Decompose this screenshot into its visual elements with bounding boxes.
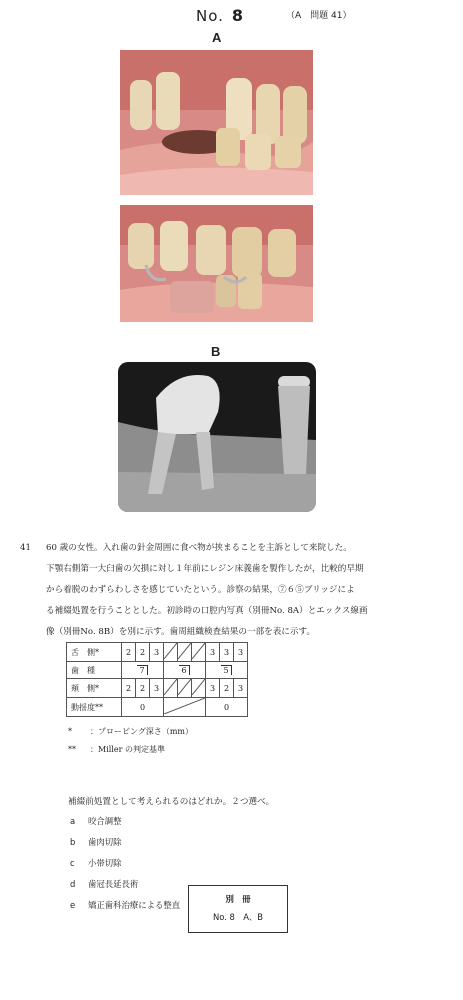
note-text: ：Miller の判定基準 xyxy=(90,745,165,754)
table-cell: 3 xyxy=(150,679,164,698)
table-cell-missing xyxy=(192,643,206,662)
option-b[interactable] xyxy=(70,836,122,848)
problem-number-value: 8 xyxy=(231,6,245,25)
note-text: ：プロービング深さ（mm） xyxy=(90,727,194,736)
question-line: 像（別冊No. 8B）を別に示す。歯周組織検査結果の一部を表に示す。 xyxy=(46,627,316,637)
row-label-mobility: 動揺度** xyxy=(67,698,122,717)
table-cell: 3 xyxy=(234,679,248,698)
table-row-tooth xyxy=(67,662,248,679)
table-cell: 3 xyxy=(150,643,164,662)
table-row-buccal xyxy=(67,679,248,698)
option-key: d xyxy=(70,879,76,889)
option-key: b xyxy=(70,837,76,847)
row-label-lingual: 舌 側* xyxy=(67,643,122,662)
option-text: 小帯切除 xyxy=(88,858,122,868)
problem-reference: （A 問題 41） xyxy=(286,11,352,21)
table-cell-missing xyxy=(178,643,192,662)
row-label-buccal: 頬 側* xyxy=(67,679,122,698)
table-cell: 2 xyxy=(136,643,150,662)
option-text: 矯正歯科治療による整直 xyxy=(88,900,181,910)
table-cell: 3 xyxy=(220,643,234,662)
option-e[interactable] xyxy=(70,899,180,911)
tooth-5: 5 xyxy=(206,662,248,679)
table-row-lingual xyxy=(67,643,248,662)
booklet-reference-box xyxy=(188,885,288,933)
mobility-5: 0 xyxy=(206,698,248,717)
booklet-title: 別 冊 xyxy=(225,894,251,904)
table-cell: 3 xyxy=(234,643,248,662)
booklet-ref: No. 8 A、B xyxy=(212,912,264,922)
tooth-7: 7 xyxy=(122,662,164,679)
table-cell: 2 xyxy=(136,679,150,698)
intraoral-photo-a-upper xyxy=(120,50,313,195)
question-line: る補綴処置を行うこととした。初診時の口腔内写真（別冊No. 8A）とエックス線画 xyxy=(46,606,368,616)
option-c[interactable] xyxy=(70,857,122,869)
table-note xyxy=(68,744,165,755)
option-text: 歯冠長延長術 xyxy=(88,879,139,889)
option-text: 歯肉切除 xyxy=(88,837,122,847)
periodontal-exam-table xyxy=(66,642,248,717)
table-cell-missing xyxy=(164,643,178,662)
table-cell: 2 xyxy=(122,643,136,662)
problem-number xyxy=(196,6,244,25)
mobility-7: 0 xyxy=(122,698,164,717)
note-mark: * xyxy=(68,727,72,736)
option-key: a xyxy=(70,816,76,826)
table-cell-missing xyxy=(178,679,192,698)
table-note xyxy=(68,726,193,737)
figure-a-label: A xyxy=(212,30,222,45)
option-key: e xyxy=(70,900,76,910)
table-cell-missing xyxy=(164,679,178,698)
option-text: 咬合調整 xyxy=(88,816,122,826)
radiograph-b xyxy=(118,362,316,512)
intraoral-photo-a-lower xyxy=(120,205,313,322)
option-d[interactable] xyxy=(70,878,138,890)
table-cell: 2 xyxy=(122,679,136,698)
note-mark: ** xyxy=(68,745,76,754)
option-a[interactable] xyxy=(70,815,122,827)
question-line: から着脱のわずらわしさを感じていたという。診察の結果，⑦６⑤ブリッジによ xyxy=(46,585,355,595)
figure-b-label: B xyxy=(211,344,221,359)
table-cell: 3 xyxy=(206,643,220,662)
table-cell-missing xyxy=(192,679,206,698)
problem-number-label: No. xyxy=(196,7,224,25)
table-row-mobility xyxy=(67,698,248,717)
question-line: 60 歳の女性。入れ歯の針金周囲に食べ物が挟まることを主訴として来院した。 xyxy=(46,543,352,553)
table-cell: 2 xyxy=(220,679,234,698)
option-key: c xyxy=(70,858,75,868)
row-label-tooth: 歯 種 xyxy=(67,662,122,679)
table-cell-missing xyxy=(164,698,206,717)
table-cell: 3 xyxy=(206,679,220,698)
tooth-6: 6 xyxy=(164,662,206,679)
question-line: 下顎右側第一大臼歯の欠損に対し１年前にレジン床義歯を製作したが，比較的早期 xyxy=(46,564,364,574)
question-number: 41 xyxy=(20,543,31,553)
question-text xyxy=(20,538,436,643)
answer-prompt: 補綴前処置として考えられるのはどれか。２つ選べ。 xyxy=(68,797,275,807)
